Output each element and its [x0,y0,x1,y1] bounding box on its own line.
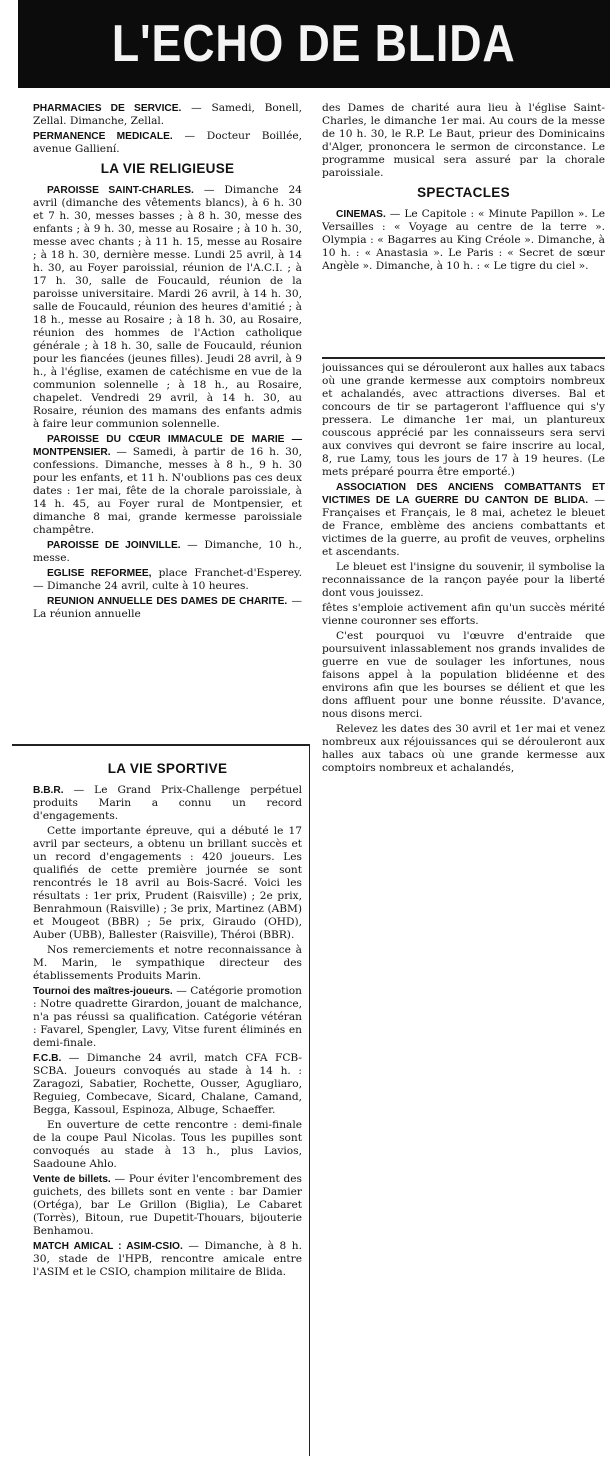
permanence-text: — Docteur Boillée, avenue Galliení. [33,130,302,155]
permanence-paragraph [33,130,302,156]
tournoi-text: — Catégorie promotion : Notre quadrette Girardon, jouant de malchance, n'a pas réussi sa qualification. Catégorie vétéran : Favarel, Spengler, Lavy, Vitse furent éliminés en demi-finale. [33,985,302,1049]
joinville-text: — Dimanche, 10 h., messe. [33,539,302,564]
pharmacies-lead: PHARMACIES DE SERVICE. [33,103,182,114]
reformee-text: place Franchet-d'Esperey. — Dimanche 24 avril, culte à 10 heures. [33,567,302,592]
column-right-upper [322,102,605,356]
fetes-paragraph: fêtes s'emploie activement afin qu'un succès mérité vienne couronner ses efforts. [322,602,605,627]
dames-text: — La réunion annuelle [33,595,302,620]
tournoi-lead: Tournoi des maîtres-joueurs. [33,986,173,997]
column-right-lower [322,362,605,918]
amical-lead: MATCH AMICAL : ASIM-CSIO. [33,1241,183,1252]
st-charles-paragraph [33,184,302,431]
cinemas-lead: CINEMAS. [336,209,386,220]
pharmacies-text: — Samedi, Bonell, Zellal. Dimanche, Zellal. [33,102,302,127]
reformee-lead: EGLISE REFORMEE, [47,568,152,579]
anciens-paragraph [322,481,605,559]
st-charles-lead: PAROISSE SAINT-CHARLES. [47,185,194,196]
oeuvre-paragraph: C'est pourquoi vu l'œuvre d'entraide que poursuivent inlassablement nos grands invalides de guerre en vue de soulager les infortunes, nous faisons appel à la population blidéenne et des environs afin que les bourses se délient et que les dons affluent pour une bonne réussite. D'avance, nous disons merci. [322,630,605,720]
heading-vie-religieuse: LA VIE RELIGIEUSE [100,161,235,176]
ouverture-paragraph: En ouverture de cette rencontre : demi-finale de la coupe Paul Nicolas. Tous les pupilles sont convoqués au stade à 13 h., plus Lavios, Saadoune Ahlo. [33,1119,302,1170]
coeur-paragraph [33,433,302,537]
dames-paragraph [33,595,302,621]
bbr-lead: B.B.R. [33,785,64,796]
heading-spectacles: SPECTACLES [417,185,510,200]
dates-paragraph: Relevez les dates des 30 avril et 1er mai et venez nombreux aux réjouissances qui se dérouleront aux halles aux tabacs où une grande kermesse aux comptoirs nombreux et achalandés, [322,723,605,774]
amical-paragraph [33,1240,302,1279]
fcb-lead: F.C.B. [33,1053,62,1064]
heading-vie-sportive: LA VIE SPORTIVE [107,761,228,776]
kermesse-paragraph: jouissances qui se dérouleront aux halles aux tabacs où une grande kermesse aux comptoirs nombreux et achalandés, avec attractions diverses. Bal et concours de tir se partageront l'affluence qui s'y pressera. Le dimanche 1er mai, un plantureux couscous apprécié par les connaisseurs sera servi aux convives qui devront se faire inscrire au local, 8, rue Lamy, tous les jours de 17 à 19 heures. (Le mets préparé pourra être emporté.) [322,362,605,478]
coeur-text: — Samedi, à partir de 16 h. 30, confessions. Dimanche, messes à 8 h., 9 h. 30 pour les enfants, et 11 h. N'oublions pas ces deux dates : 1er mai, fête de la chorale paroissiale, à 14 h. 45, au Foyer rural de Montpensier, et dimanche 8 mai, grande kermesse paroissiale champêtre. [33,446,302,536]
cinemas-paragraph [322,208,605,273]
billets-paragraph [33,1173,302,1238]
epreuve-paragraph: Cette importante épreuve, qui a débuté le 17 avril par secteurs, a obtenu un brillant succès et un record d'engagements : 420 joueurs. Les qualifiés de cette première journée se sont rencontrés le 18 avril au Bois-Sacré. Voici les résultats : 1er prix, Prudent (Raisville) ; 2e prix, Benrahmoun (Raisville) ; 3e prix, Martinez (ABM) et Mougeot (BBR) ; 5e prix, Giraudo (OHD), Auber (UBB), Ballester (Raisville), Théroi (BBR). [33,825,302,941]
remerciements-paragraph: Nos remerciements et notre reconnaissance à M. Marin, le sympathique directeur des établissements Produits Marin. [33,944,302,982]
pharmacies-paragraph [33,102,302,128]
joinville-paragraph [33,539,302,565]
st-charles-text: — Dimanche 24 avril (dimanche des vêtements blancs), à 6 h. 30 et 7 h. 30, messes basses ; à 8 h. 30, messe des enfants ; à 9 h. 30, messe au Rosaire ; à 10 h. 30, messe avec chants ; à 11 h. 15, messe au Rosaire ; à 18 h. 30, dernière messe. Lundi 25 avril, à 14 h. 30, au Foyer paroissial, réunion de l'A.C.I. ; à 17 h. 30, salle de Foucauld, réunion de la paroisse universitaire. Mardi 26 avril, à 14 h. 30, salle de Foucauld, réunion des heures d'amitié ; à 18 h., messe au Rosaire ; à 18 h. 30, au Rosaire, réunion des hommes de l'Action catholique générale ; à 18 h. 30, salle de Foucauld, réunion pour les fiancées (jeunes filles). Jeudi 28 avril, à 9 h., à l'église, examen de catéchisme en vue de la communion solennelle ; à 18 h., au Rosaire, chapelet. Vendredi 29 avril, à 14 h. 30, au Rosaire, réunion des mamans des enfants admis à faire leur communion solennelle. [33,184,302,430]
anciens-lead: ASSOCIATION DES ANCIENS COMBATTANTS ET VICTIMES DE LA GUERRE DU CANTON DE BLIDA. [322,482,605,506]
bbr-paragraph [33,784,302,823]
bbr-text: — Le Grand Prix-Challenge perpétuel produits Marin a connu un record d'engagements. [33,784,302,822]
column-left-upper [33,102,302,732]
billets-text: — Pour éviter l'encombrement des guichets, des billets sont en vente : bar Damier (Ortéga), bar Le Grillon (Biglia), Le Cabaret (Torrès), Bitoun, rue Dupetit-Thouars, bijouterie Benhamou. [33,1173,302,1237]
dames-continuation-paragraph: des Dames de charité aura lieu à l'église Saint-Charles, le dimanche 1er mai. Au cours de la messe de 10 h. 30, le R.P. Le Baut, prieur des Dominicains d'Alger, prononcera le sermon de circonstance. Le programme musical sera assuré par la chorale paroissiale. [322,102,605,179]
joinville-lead: PAROISSE DE JOINVILLE. [47,540,181,551]
amical-text: — Dimanche, à 8 h. 30, stade de l'HPB, rencontre amicale entre l'ASIM et le CSIO, champion militaire de Blida. [33,1240,302,1278]
section-rule [322,357,605,359]
cinemas-text: — Le Capitole : « Minute Papillon ». Le Versailles : « Voyage au centre de la terre ». Olympia : « Bagarres au King Créole ». Dimanche, à 10 h. : « Anastasia ». Le Paris : « Secret de sœur Angèle ». Dimanche, à 10 h. : « Le tigre du ciel ». [322,208,605,272]
billets-lead: Vente de billets. [33,1174,111,1185]
permanence-lead: PERMANENCE MEDICALE. [33,131,173,142]
masthead [18,0,610,88]
fcb-text: — Dimanche 24 avril, match CFA FCB-SCBA. Joueurs convoqués au stade à 14 h. : Zaragozi, Sabatier, Rochette, Ousser, Agugliaro, Reguieg, Combecave, Sicard, Chalane, Camand, Begga, Kassoul, Espinoza, Albuge, Schaeffer. [33,1052,302,1116]
column-left-lower-sports [33,756,302,1451]
dames-lead: REUNION ANNUELLE DES DAMES DE CHARITE. [47,596,288,607]
bleuet-paragraph: Le bleuet est l'insigne du souvenir, il symbolise la reconnaissance de la rançon payée pour la liberté dont vous jouissez. [322,561,605,599]
tournoi-paragraph [33,985,302,1050]
fcb-paragraph [33,1052,302,1117]
coeur-lead: PAROISSE DU CŒUR IMMACULE DE MARIE — MONTPENSIER. [33,434,302,458]
masthead-title: L'ECHO DE BLIDA [112,15,516,73]
reformee-paragraph [33,567,302,593]
anciens-text: — Françaises et Français, le 8 mai, achetez le bleuet de France, emblème des anciens combattants et victimes de la guerre, au profit de veuves, orphelins et ascendants. [322,494,605,558]
